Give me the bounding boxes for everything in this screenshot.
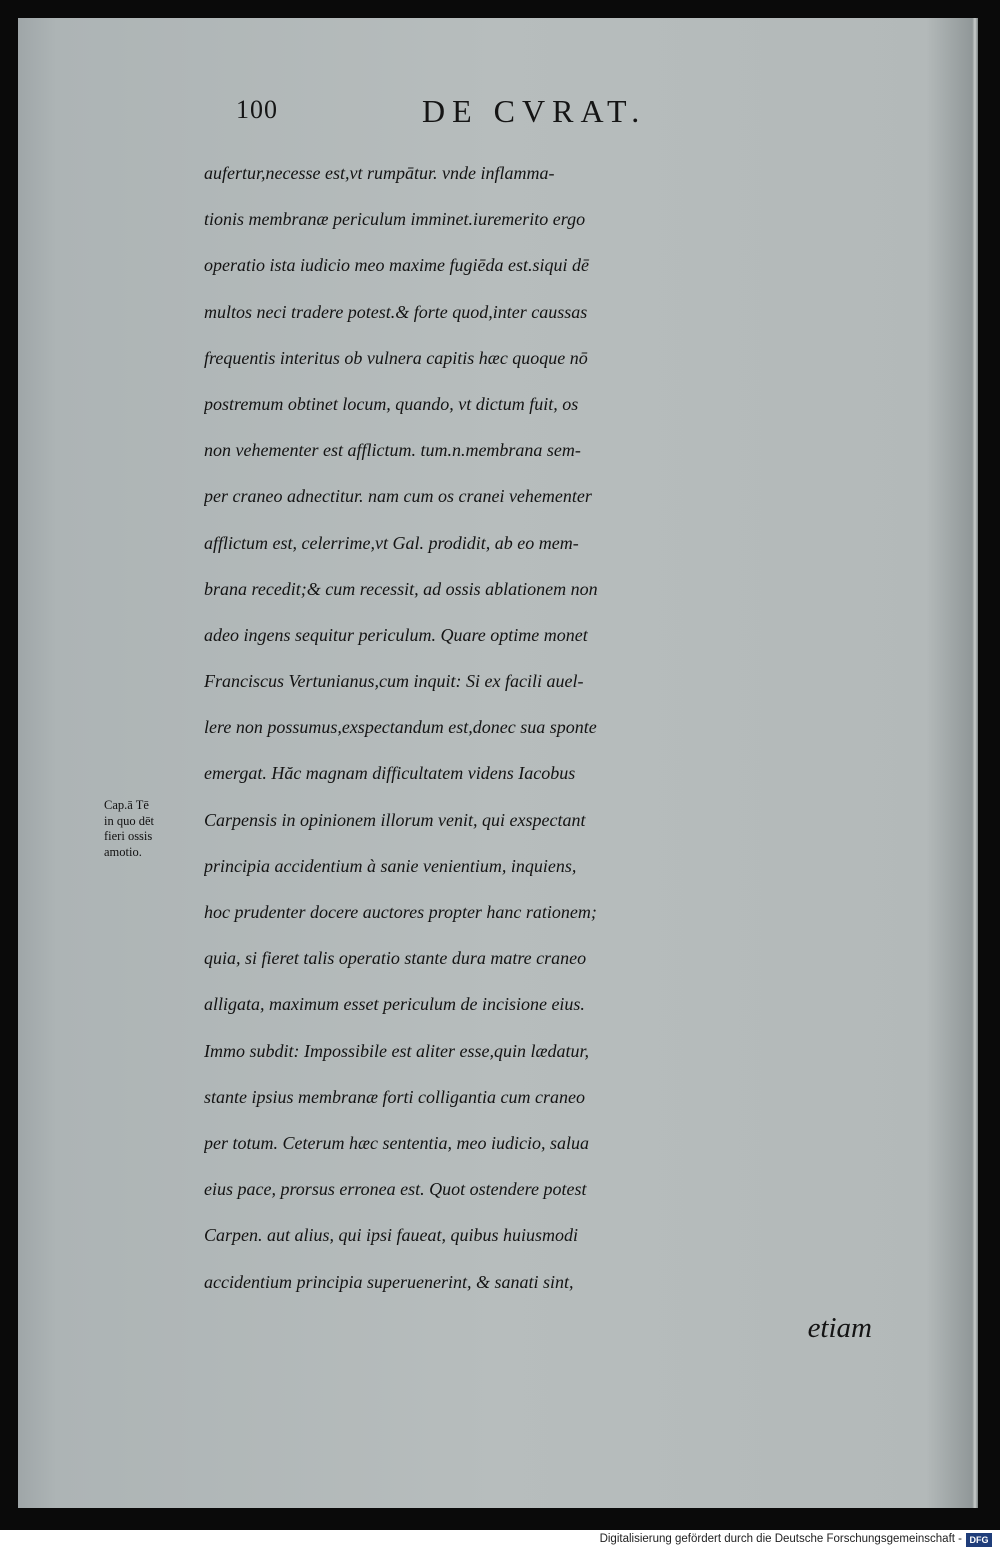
text-line: emergat. Hăc magnam difficultatem videns Iacobus <box>204 763 576 784</box>
text-line: tionis membranæ periculum imminet.iuremerito ergo <box>204 209 586 230</box>
text-line: eius pace, prorsus erronea est. Quot ostendere potest <box>204 1179 587 1200</box>
page-number: 100 <box>236 95 278 124</box>
text-line: principia accidentium à sanie venientium, inquiens, <box>204 855 577 876</box>
page-edge <box>972 18 978 1508</box>
text-line: non vehementer est afflictum. tum.n.membrana sem- <box>204 440 581 461</box>
marginal-note: Cap.ā Tē in quo dēt fieri ossis amotio. <box>104 798 154 859</box>
text-line: Carpen. aut alius, qui ipsi faueat, quibus huiusmodi <box>204 1225 579 1246</box>
text-line: operatio ista iudicio meo maxime fugiēda est.siqui dē <box>204 255 589 276</box>
running-title: DE CVRAT. <box>422 93 647 129</box>
text-line: per totum. Ceterum hæc sententia, meo iudicio, salua <box>204 1132 589 1153</box>
text-line: quia, si fieret talis operatio stante dura matre craneo <box>204 948 587 969</box>
text-line: frequentis interitus ob vulnera capitis hæc quoque nō <box>204 347 588 368</box>
footer-credit: Digitalisierung gefördert durch die Deutsche Forschungsgemeinschaft - <box>599 1533 962 1545</box>
text-line: postremum obtinet locum, quando, vt dictum fuit, os <box>204 393 579 414</box>
text-line: accidentium principia superuenerint, & sanati sint, <box>204 1271 574 1292</box>
text-line: Carpensis in opinionem illorum venit, qui exspectant <box>204 809 586 830</box>
catchword: etiam <box>807 1311 872 1344</box>
text-line: alligata, maximum esset periculum de incisione eius. <box>204 994 585 1015</box>
body-text <box>204 150 934 1351</box>
text-line: afflictum est, celerrime,vt Gal. prodidit, ab eo mem- <box>204 532 579 553</box>
text-line: brana recedit;& cum recessit, ad ossis ablationem non <box>204 578 598 599</box>
running-head <box>0 95 1000 135</box>
text-line: multos neci tradere potest.& forte quod,inter caussas <box>204 301 588 322</box>
text-line: aufertur,necesse est,vt rumpātur. vnde inflamma- <box>204 163 555 183</box>
text-line: lere non possumus,exspectandum est,donec sua sponte <box>204 717 597 738</box>
text-line: per craneo adnectitur. nam cum os cranei vehementer <box>204 486 592 507</box>
dfg-logo: DFG <box>966 1533 992 1547</box>
text-line: adeo ingens sequitur periculum. Quare optime monet <box>204 624 588 645</box>
text-line: Franciscus Vertunianus,cum inquit: Si ex facili auel- <box>204 671 584 692</box>
text-line: Immo subdit: Impossibile est aliter esse,quin lædatur, <box>204 1040 589 1061</box>
text-line: hoc prudenter docere auctores propter hanc rationem; <box>204 902 597 922</box>
footer-bar <box>0 1530 1000 1551</box>
text-line: stante ipsius membranæ forti colligantia cum craneo <box>204 1086 585 1107</box>
